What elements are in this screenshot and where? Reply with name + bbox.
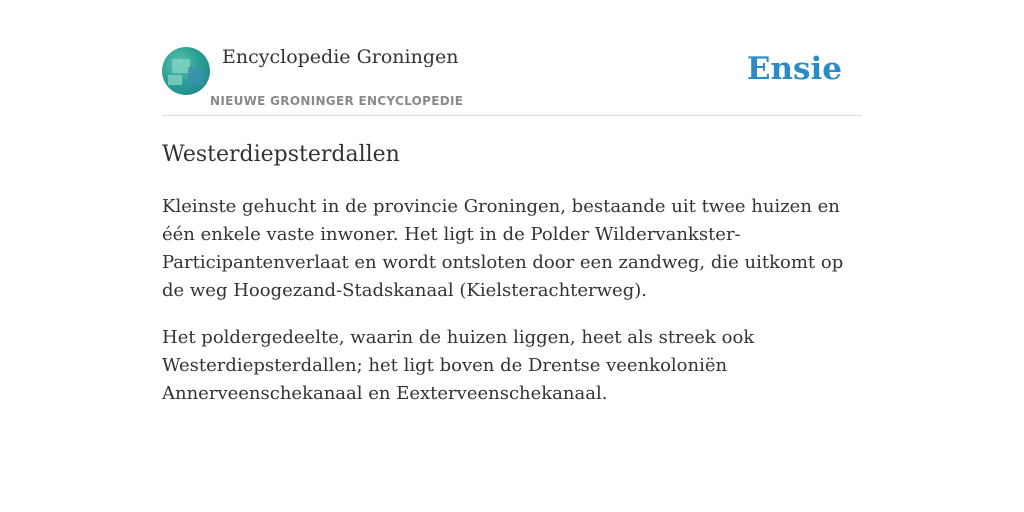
- article-paragraph: Het poldergedeelte, waarin de huizen liggen, heet als streek ook Westerdiepsterdallen; het ligt boven de Drentse veenkoloniën Annerveenschekanaal en Eexterveenschekanaal.: [162, 327, 755, 404]
- site-header: [162, 45, 862, 116]
- article-paragraph: Kleinste gehucht in de provincie Groningen, bestaande uit twee huizen en één enkele vaste inwoner. Het ligt in de Polder Wildervankster-Participantenverlaat en wordt ontsloten door een zandweg, die uitkomt op de weg Hoogezand-Stadskanaal (Kielsterachterweg).: [162, 196, 844, 301]
- article-title: Westerdiepsterdallen: [162, 142, 400, 167]
- ensie-logo-link[interactable]: Ensie: [746, 51, 842, 87]
- encyclopedia-avatar[interactable]: [162, 47, 210, 95]
- encyclopedia-subtitle: NIEUWE GRONINGER ENCYCLOPEDIE: [210, 94, 464, 108]
- avatar-map-shape: [168, 75, 182, 85]
- article: [162, 140, 862, 427]
- avatar-map-shape: [188, 67, 204, 85]
- encyclopedia-title-link[interactable]: Encyclopedie Groningen: [222, 46, 459, 68]
